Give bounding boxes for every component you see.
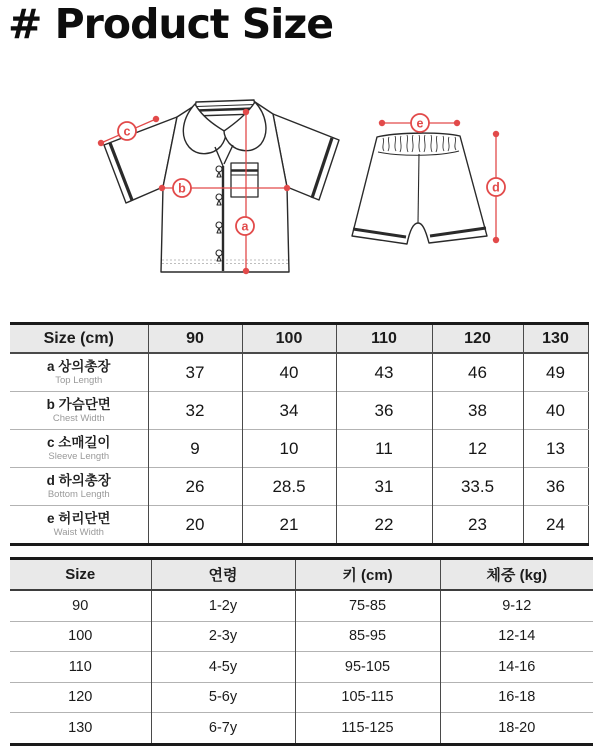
cell-value: 12-14 <box>440 621 593 652</box>
col-header-size: Size <box>10 559 151 591</box>
col-header-height: 키 (cm) <box>295 559 440 591</box>
cell-value: 24 <box>523 506 588 545</box>
row-label-kr: e 허리단면 <box>47 510 111 526</box>
cell-value: 10 <box>242 430 336 468</box>
col-header-120: 120 <box>432 324 523 354</box>
cell-value: 22 <box>336 506 432 545</box>
table-row-sleeve-length <box>10 430 588 468</box>
cell-value: 75-85 <box>295 590 440 621</box>
cell-value: 32 <box>148 392 242 430</box>
col-header-size-cm: Size (cm) <box>10 324 148 354</box>
table-row-size-130 <box>10 713 593 745</box>
cell-value: 34 <box>242 392 336 430</box>
size-measurements-table <box>10 322 589 546</box>
row-label-kr: a 상의총장 <box>47 358 111 374</box>
cell-value: 21 <box>242 506 336 545</box>
cell-value: 43 <box>336 353 432 392</box>
table-row-size-90 <box>10 590 593 621</box>
marker-c: c <box>123 124 131 139</box>
cell-value: 130 <box>10 713 151 745</box>
cell-value: 36 <box>523 468 588 506</box>
table-row-waist-width <box>10 506 588 545</box>
cell-value: 5-6y <box>151 682 295 713</box>
cell-value: 85-95 <box>295 621 440 652</box>
table-row-bottom-length <box>10 468 588 506</box>
fit-table-header-row <box>10 559 593 591</box>
table-row-size-110 <box>10 652 593 683</box>
cell-value: 120 <box>10 682 151 713</box>
cell-value: 26 <box>148 468 242 506</box>
cell-value: 14-16 <box>440 652 593 683</box>
cell-value: 13 <box>523 430 588 468</box>
cell-value: 18-20 <box>440 713 593 745</box>
cell-value: 105-115 <box>295 682 440 713</box>
marker-d: d <box>492 180 500 195</box>
cell-value: 115-125 <box>295 713 440 745</box>
cell-value: 9-12 <box>440 590 593 621</box>
table-row-top-length <box>10 353 588 392</box>
cell-value: 1-2y <box>151 590 295 621</box>
measurement-diagram <box>0 90 600 295</box>
cell-value: 40 <box>523 392 588 430</box>
table-row-size-120 <box>10 682 593 713</box>
page-title: # Product Size <box>8 0 334 48</box>
row-label-kr: d 하의총장 <box>46 472 111 488</box>
marker-b: b <box>178 181 186 196</box>
row-label-en: Waist Width <box>53 527 104 539</box>
cell-value: 38 <box>432 392 523 430</box>
cell-value: 20 <box>148 506 242 545</box>
col-header-90: 90 <box>148 324 242 354</box>
cell-value: 31 <box>336 468 432 506</box>
marker-e: e <box>416 116 424 131</box>
cell-value: 37 <box>148 353 242 392</box>
col-header-110: 110 <box>336 324 432 354</box>
cell-value: 28.5 <box>242 468 336 506</box>
cell-value: 23 <box>432 506 523 545</box>
cell-value: 46 <box>432 353 523 392</box>
cell-value: 100 <box>10 621 151 652</box>
col-header-100: 100 <box>242 324 336 354</box>
marker-a: a <box>241 219 249 234</box>
cell-value: 12 <box>432 430 523 468</box>
table-row-chest-width <box>10 392 588 430</box>
cell-value: 95-105 <box>295 652 440 683</box>
cell-value: 4-5y <box>151 652 295 683</box>
row-label-en: Bottom Length <box>47 489 110 501</box>
size-fit-table <box>10 557 593 746</box>
cell-value: 36 <box>336 392 432 430</box>
cell-value: 110 <box>10 652 151 683</box>
cell-value: 33.5 <box>432 468 523 506</box>
row-label-kr: b 가슴단면 <box>46 396 111 412</box>
cell-value: 2-3y <box>151 621 295 652</box>
cell-value: 6-7y <box>151 713 295 745</box>
col-header-130: 130 <box>523 324 588 354</box>
row-label-en: Chest Width <box>52 413 105 425</box>
cell-value: 49 <box>523 353 588 392</box>
row-label-kr: c 소매길이 <box>47 434 111 450</box>
row-label-en: Top Length <box>55 375 103 387</box>
cell-value: 40 <box>242 353 336 392</box>
row-label-en: Sleeve Length <box>48 451 110 463</box>
size-table-header-row <box>10 324 588 354</box>
col-header-age: 연령 <box>151 559 295 591</box>
cell-value: 9 <box>148 430 242 468</box>
cell-value: 16-18 <box>440 682 593 713</box>
col-header-weight: 체중 (kg) <box>440 559 593 591</box>
cell-value: 11 <box>336 430 432 468</box>
cell-value: 90 <box>72 597 89 614</box>
pajama-shorts-illustration <box>352 133 487 244</box>
table-row-size-100 <box>10 621 593 652</box>
